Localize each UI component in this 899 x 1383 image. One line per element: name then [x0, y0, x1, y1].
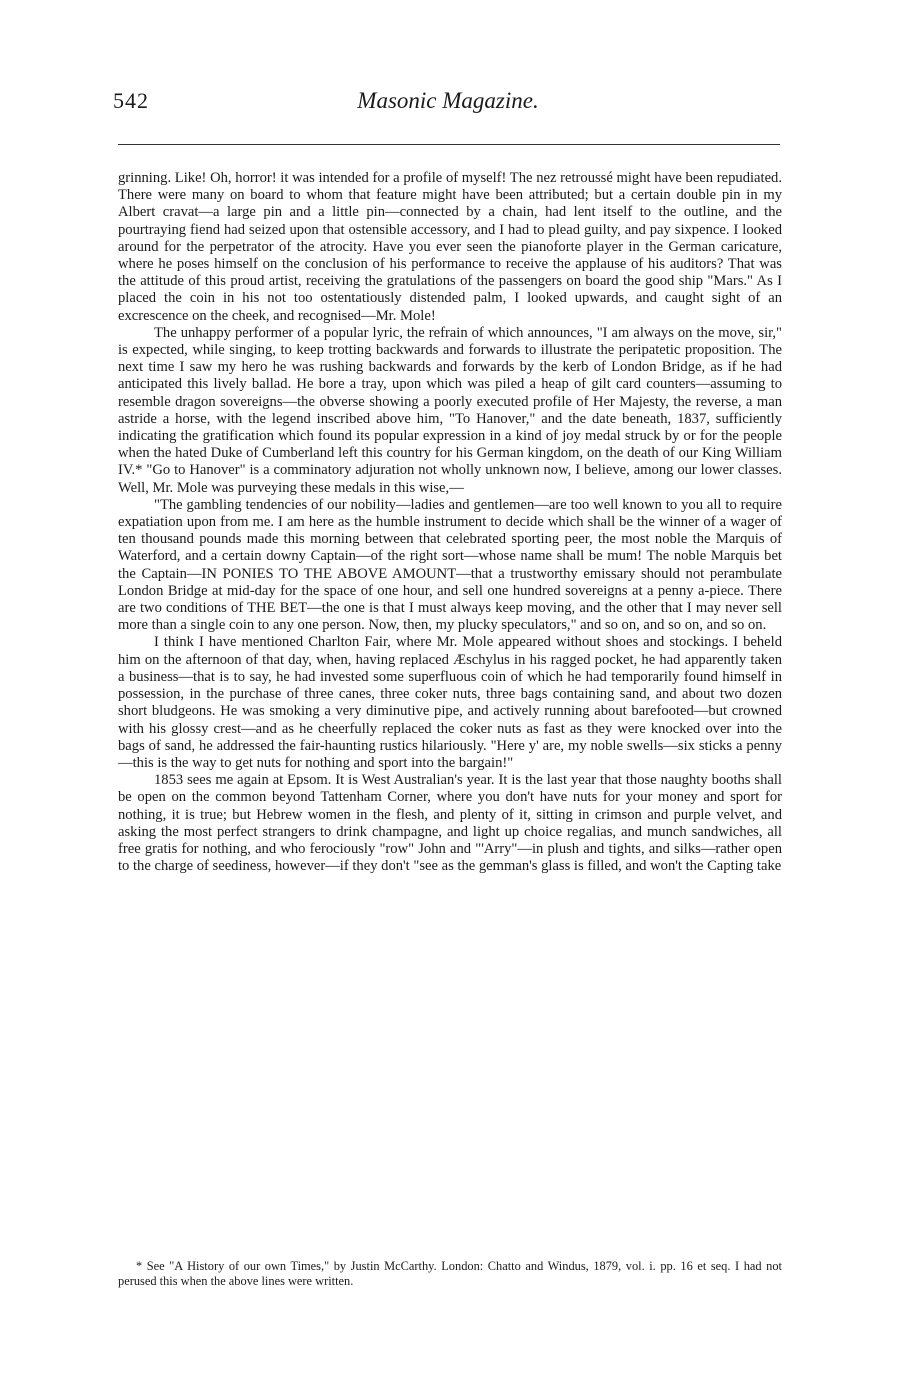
- page-header: [113, 88, 783, 122]
- paragraph: The unhappy performer of a popular lyric, the refrain of which announces, "I am always on the move, sir," is expected, while singing, to keep trotting backwards and forwards to illustrate the peripatetic proposition. The next time I saw my hero he was rushing backwards and forwards by the kerb of London Bridge, as if he had anticipated this lively ballad. He bore a tray, upon which was piled a heap of gilt card counters—assuming to resemble dragon sovereigns—the obverse showing a poorly executed profile of Her Majesty, the reverse, a man astride a horse, with the legend inscribed above him, "To Hanover," and the date beneath, 1837, sufficiently indicating the gratification which found its popular expression in a kind of joy medal struck by or for the people when the hated Duke of Cumberland left this country for his German kingdom, on the death of our King William IV.* "Go to Hanover" is a comminatory adjuration not wholly unknown now, I believe, among our lower classes. Well, Mr. Mole was purveying these medals in this wise,—: [118, 324, 782, 496]
- paragraph: "The gambling tendencies of our nobility—ladies and gentlemen—are too well known to you all to require expatiation upon from me. I am here as the humble instrument to decide which shall be the winner of a wager of ten thousand pounds made this morning between that celebrated sporting peer, the most noble the Marquis of Waterford, and a certain downy Captain—of the right sort—whose name shall be mum! The noble Marquis bet the Captain—IN PONIES TO THE ABOVE AMOUNT—that a trustworthy emissary should not perambulate London Bridge at mid-day for the space of one hour, and sell one hundred sovereigns at a penny a-piece. There are two conditions of THE BET—the one is that I must always keep moving, and the other that I may never sell more than a single coin to any one person. Now, then, my plucky speculators," and so on, and so on, and so on.: [118, 496, 782, 634]
- footnote: [118, 1259, 782, 1289]
- footnote-text: * See "A History of our own Times," by Justin McCarthy. London: Chatto and Windus, 1879, vol. i. pp. 16 et seq. I had not perused this when the above lines were written.: [118, 1259, 782, 1288]
- header-rule: [118, 144, 780, 145]
- running-title: Masonic Magazine.: [357, 88, 539, 113]
- page-number: 542: [113, 88, 149, 113]
- paragraph: 1853 sees me again at Epsom. It is West Australian's year. It is the last year that those naughty booths shall be open on the common beyond Tattenham Corner, where you don't have nuts for your money and sport for nothing, it is true; but Hebrew women in the flesh, and plenty of it, sitting in crimson and purple velvet, and asking the most perfect strangers to drink champagne, and light up choice regalias, and munch sandwiches, all free gratis for nothing, and who ferociously "row" John and "'Arry"—in plush and tights, and silks—rather open to the charge of seediness, however—if they don't "see as the gemman's glass is filled, and won't the Capting take: [118, 772, 782, 875]
- paragraph: I think I have mentioned Charlton Fair, where Mr. Mole appeared without shoes and stockings. I beheld him on the afternoon of that day, when, having replaced Æschylus in his ragged pocket, he had apparently taken a business—that is to say, he had invested some superfluous coin of which he had temporarily found himself in possession, in the purchase of three canes, three coker nuts, three bags containing sand, and about two dozen short bludgeons. He was smoking a very diminutive pipe, and actively running about barefooted—but crowned with his glossy crest—and as he cheerfully replaced the coker nuts as fast as they were knocked over into the bags of sand, he addressed the fair-haunting rustics hilariously. "Here y' are, my noble swells—six sticks a penny—this is the way to get nuts for nothing and sport into the bargain!": [118, 634, 782, 771]
- paragraph: grinning. Like! Oh, horror! it was intended for a profile of myself! The nez retroussé might have been repudiated. There were many on board to whom that feature might have been attributed; but a certain double pin in my Albert cravat—a large pin and a little pin—connected by a chain, had lent itself to the outline, and the pourtraying fiend had seized upon that ostensible accessory, and I had to plead guilty, and pay sixpence. I looked around for the perpetrator of the atrocity. Have you ever seen the pianoforte player in the German caricature, where he poses himself on the conclusion of his performance to receive the applause of his auditors? That was the attitude of this proud artist, receiving the gratulations of the passengers on board the good ship "Mars." As I placed the coin in his not too ostentatiously distended palm, I looked upwards, and caught sight of an excrescence on the cheek, and recognised—Mr. Mole!: [118, 170, 782, 324]
- article-body: [118, 170, 782, 875]
